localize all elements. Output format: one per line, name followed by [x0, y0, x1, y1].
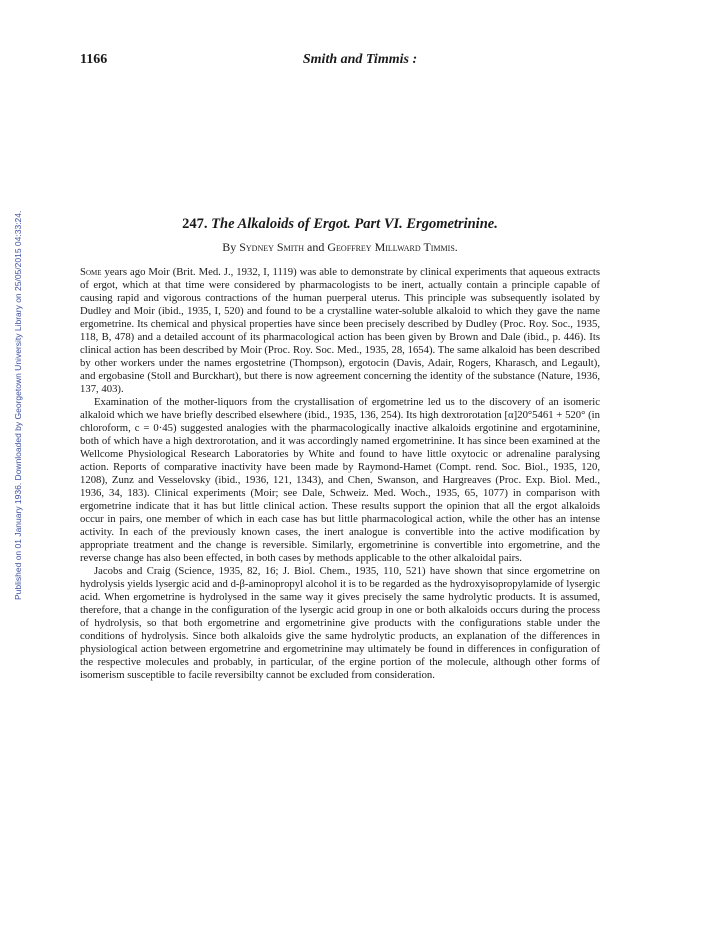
paragraph-text: Examination of the mother-liquors from the crystallisation of ergometrine led us to the discovery of an isomeric alkaloid which we have briefly described elsewhere (ibid., 1935, 136, 254). Its high dextrorotation [α]20°5461 + 520° (in chloroform, c = 0·45) suggested analogies with the pharmacologically inactive alkaloids ergotinine and ergotaminine, both of which have a high dextrorotation, and it was accordingly named ergometrinine. It has since been examined at the Wellcome Physiological Research Laboratories by White and found to have little oxytocic or adrenaline paralysing action. Reports of comparative inactivity have been made by Raymond-Hamet (Compt. rend. Soc. Biol., 1935, 120, 1208), Zunz and Vesselovsky (ibid., 1936, 121, 1343), and Chen, Swanson, and Hargreaves (Proc. Exp. Biol. Med., 1936, 34, 183). Clinical experiments (Moir; see Dale, Schweiz. Med. Woch., 1935, 65, 1077) in comparison with ergometrine indicate that it has but little clinical action. These results support the opinion that all the ergot alkaloids occur in pairs, one member of which in each case has but little pharmacological action, while the other has an intense activity. In each of the previously known cases, the inert analogue is convertible into the active modification by appropriate treatment and the change is reversible. Similarly, ergometrinine is convertible into ergometrine, and the reverse change has also been effected, in both cases by methods applicable to the other alkaloidal pairs. [80, 396, 600, 564]
page-number: 1166 [80, 52, 108, 67]
paragraph [80, 565, 600, 682]
article-title [80, 216, 600, 233]
author-smith: Sydney Smith [239, 240, 305, 254]
running-head: Smith and Timmis : [302, 52, 418, 67]
byline-and: and [307, 240, 325, 254]
paragraph [80, 266, 600, 396]
download-margin-note-text: Published on 01 January 1936. Downloaded by Georgetown University Library on 25/05/2015 04:33:24. [13, 210, 23, 600]
article [80, 216, 600, 682]
article-title-text: The Alkaloids of Ergot. Part VI. Ergometrinine. [211, 216, 498, 232]
paragraph-lead: Some [80, 266, 102, 278]
byline [80, 240, 600, 255]
author-timmis: Geoffrey Millward Timmis. [327, 240, 458, 254]
body-text [80, 266, 600, 682]
paragraph-text: years ago Moir (Brit. Med. J., 1932, I, 1119) was able to demonstrate by clinical experiments that aqueous extracts of ergot, which at that time were considered by pharmacologists to be inert, actually contain a principle capable of causing rapid and vigorous contractions of the human puerperal uterus. This principle was subsequently isolated by Dudley and Moir (ibid., 1935, I, 520) and found to be a crystalline water-soluble alkaloid to which they gave the name ergometrine. Its chemical and physical properties have since been precisely described by Dudley (Proc. Roy. Soc., 1935, 118, B, 478) and a detailed account of its pharmacological action has been given by Brown and Dale (ibid., p. 446). Its clinical action has been described by Moir (Proc. Roy. Soc. Med., 1935, 28, 1654). The same alkaloid has been described by other workers under the names ergostetrine (Thompson), ergotocin (Davis, Adair, Rogers, Kharasch, and Legault), and ergobasine (Stoll and Burckhart), but there is now agreement concerning the identity of the substance (Nature, 1936, 137, 403). [80, 266, 600, 395]
article-number: 247. [182, 216, 208, 232]
download-margin-note [2, 150, 23, 600]
paragraph-text: Jacobs and Craig (Science, 1935, 82, 16; J. Biol. Chem., 1935, 110, 521) have shown that since ergometrine on hydrolysis yields lysergic acid and d-β-aminopropyl alcohol it is to be regarded as the hydroxyisopropylamide of lysergic acid. When ergometrine is hydrolysed in the same way it gives precisely the same hydrolytic products. It is assumed, therefore, that a change in the configuration of the lysergic acid group in one or both alkaloids occurs during the process of hydrolysis, so that both ergometrine and ergometrinine give products with the configurations stable under the conditions of hydrolysis. Since both alkaloids give the same hydrolytic products, an explanation of the differences in physiological action between ergometrine and ergometrinine may ultimately be found in differences in configuration of the respective molecules and probably, in particular, of the ergine portion of the molecule, although other forms of isomerism susceptible to facile reversibilty cannot be excluded from consideration. [80, 565, 600, 681]
paragraph [80, 396, 600, 565]
byline-by: By [222, 240, 237, 254]
